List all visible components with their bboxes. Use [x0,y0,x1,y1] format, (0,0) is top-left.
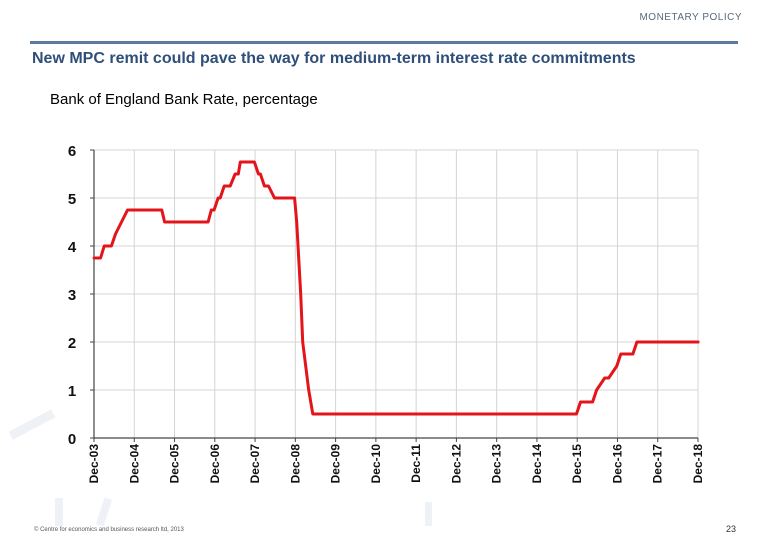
x-tick-labels [87,444,705,484]
x-tick-label: Dec-06 [207,444,222,484]
x-tick-label: Dec-16 [610,444,625,484]
x-tick-label: Dec-11 [409,444,424,483]
y-tick-label: 2 [67,335,77,352]
section-label: MONETARY POLICY [639,12,742,23]
y-tick-label: 5 [67,191,77,208]
copyright-text: © Centre for economics and business research ltd, 2013 [34,527,184,533]
x-tick-label: Dec-08 [288,444,303,484]
y-tick-label: 4 [67,239,77,256]
x-tick-label: Dec-15 [570,444,585,484]
y-tick-label: 3 [67,287,77,304]
bank-rate-line [94,162,698,414]
x-tick-label: Dec-17 [650,444,665,484]
slide-title: New MPC remit could pave the way for medium-term interest rate commitments [32,50,636,67]
axes [90,150,698,442]
x-tick-label: Dec-09 [328,444,343,484]
x-tick-label: Dec-14 [529,444,544,484]
x-tick-label: Dec-13 [489,443,504,484]
chart-title: Bank of England Bank Rate, percentage [50,91,318,108]
x-tick-label: Dec-07 [248,444,263,484]
y-tick-label: 0 [67,431,77,448]
x-tick-label: Dec-04 [127,444,142,484]
x-tick-label: Dec-03 [87,444,101,484]
y-tick-labels [68,143,77,448]
x-tick-label: Dec-05 [167,444,182,484]
y-tick-label: 1 [67,383,77,400]
x-tick-label: Dec-10 [368,444,383,484]
x-tick-label: Dec-18 [691,444,705,484]
series [94,162,698,414]
grid [94,150,698,438]
page-number: 23 [725,524,736,534]
y-tick-label: 6 [67,143,77,160]
x-tick-label: Dec-12 [449,444,464,484]
